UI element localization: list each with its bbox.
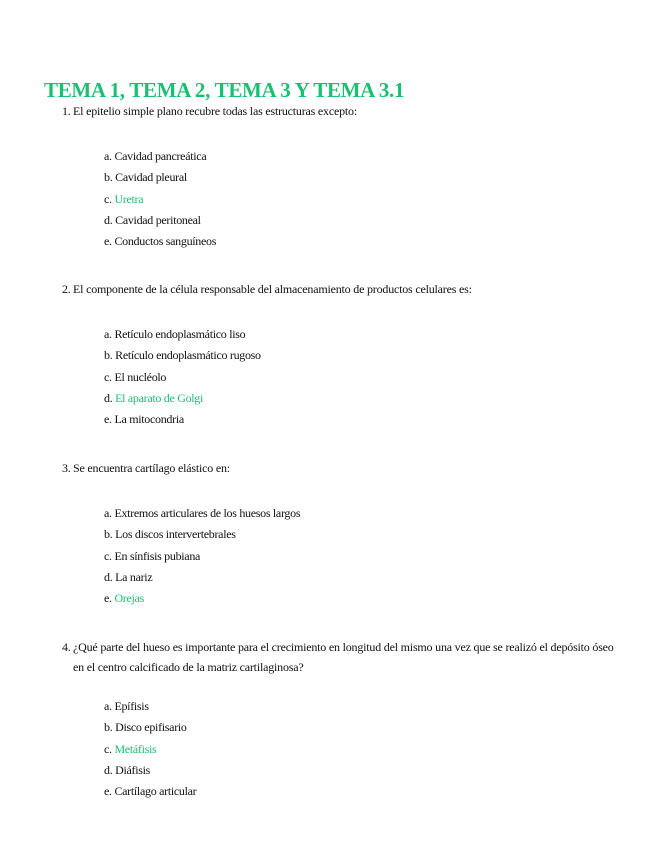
question-3-options bbox=[104, 503, 524, 609]
option-e bbox=[104, 781, 524, 802]
option-d bbox=[104, 210, 524, 231]
option-e bbox=[104, 409, 524, 430]
option-letter: d. bbox=[104, 762, 113, 777]
option-text: Cartílago articular bbox=[114, 784, 197, 798]
option-letter: b. bbox=[104, 348, 113, 363]
question-3 bbox=[62, 458, 622, 478]
question-number: 4. bbox=[62, 640, 71, 654]
question-4 bbox=[62, 637, 622, 677]
option-letter: e. bbox=[104, 591, 112, 605]
question-2 bbox=[62, 279, 622, 299]
page-title: TEMA 1, TEMA 2, TEMA 3 Y TEMA 3.1 bbox=[44, 78, 405, 102]
option-c bbox=[104, 367, 524, 388]
option-letter: c. bbox=[104, 369, 112, 384]
option-a bbox=[104, 324, 524, 345]
question-text: El epitelio simple plano recubre todas las estructuras excepto: bbox=[73, 104, 357, 118]
option-c-correct bbox=[104, 189, 524, 210]
option-b bbox=[104, 345, 524, 366]
option-text: Epífisis bbox=[114, 699, 149, 713]
option-letter: a. bbox=[104, 699, 112, 713]
option-text: El nucléolo bbox=[114, 369, 167, 384]
option-e bbox=[104, 231, 524, 252]
option-d-correct bbox=[104, 388, 524, 409]
option-d bbox=[104, 567, 524, 588]
option-text: Retículo endoplasmático liso bbox=[114, 327, 246, 341]
option-letter: d. bbox=[104, 390, 113, 405]
question-number: 1. bbox=[62, 104, 71, 118]
option-letter: a. bbox=[104, 327, 112, 341]
option-letter: c. bbox=[104, 191, 112, 206]
option-letter: a. bbox=[104, 506, 112, 520]
question-1-options bbox=[104, 146, 524, 252]
option-b bbox=[104, 717, 524, 738]
option-text: En sínfisis pubiana bbox=[114, 548, 201, 563]
option-letter: b. bbox=[104, 527, 113, 542]
option-letter: b. bbox=[104, 170, 113, 185]
option-a bbox=[104, 503, 524, 524]
option-letter: e. bbox=[104, 412, 112, 426]
option-c bbox=[104, 546, 524, 567]
question-1 bbox=[62, 101, 622, 121]
option-a bbox=[104, 696, 524, 717]
option-text: Metáfisis bbox=[114, 741, 157, 756]
question-text: ¿Qué parte del hueso es importante para el crecimiento en longitud del mismo una vez que se realizó el depósito óseo en el centro calcificado de la matriz cartilaginosa? bbox=[73, 640, 614, 674]
option-text: Los discos intervertebrales bbox=[115, 527, 236, 542]
option-letter: d. bbox=[104, 569, 113, 584]
option-letter: b. bbox=[104, 720, 113, 735]
question-text: El componente de la célula responsable del almacenamiento de productos celulares es: bbox=[73, 282, 472, 296]
question-text: Se encuentra cartílago elástico en: bbox=[73, 461, 230, 475]
option-letter: e. bbox=[104, 784, 112, 798]
option-d bbox=[104, 760, 524, 781]
option-letter: c. bbox=[104, 741, 112, 756]
option-b bbox=[104, 524, 524, 545]
question-2-options bbox=[104, 324, 524, 430]
question-4-options bbox=[104, 696, 524, 802]
option-text: Cavidad pleural bbox=[115, 170, 187, 185]
option-text: Conductos sanguíneos bbox=[114, 234, 217, 248]
option-e-correct bbox=[104, 588, 524, 609]
option-b bbox=[104, 167, 524, 188]
option-letter: e. bbox=[104, 234, 112, 248]
option-letter: a. bbox=[104, 149, 112, 163]
option-text: El aparato de Golgi bbox=[115, 390, 204, 405]
option-text: Diáfisis bbox=[115, 762, 151, 777]
option-text: Orejas bbox=[114, 591, 144, 605]
question-number: 2. bbox=[62, 282, 71, 296]
option-text: Cavidad pancreática bbox=[114, 149, 207, 163]
question-number: 3. bbox=[62, 461, 71, 475]
option-c-correct bbox=[104, 739, 524, 760]
option-text: Extremos articulares de los huesos largos bbox=[114, 506, 301, 520]
option-text: Retículo endoplasmático rugoso bbox=[115, 348, 261, 363]
option-text: La nariz bbox=[115, 569, 153, 584]
option-a bbox=[104, 146, 524, 167]
option-letter: c. bbox=[104, 548, 112, 563]
option-letter: d. bbox=[104, 212, 113, 227]
option-text: Cavidad peritoneal bbox=[115, 212, 201, 227]
option-text: Uretra bbox=[114, 191, 144, 206]
option-text: Disco epifisario bbox=[115, 720, 187, 735]
option-text: La mitocondria bbox=[114, 412, 184, 426]
